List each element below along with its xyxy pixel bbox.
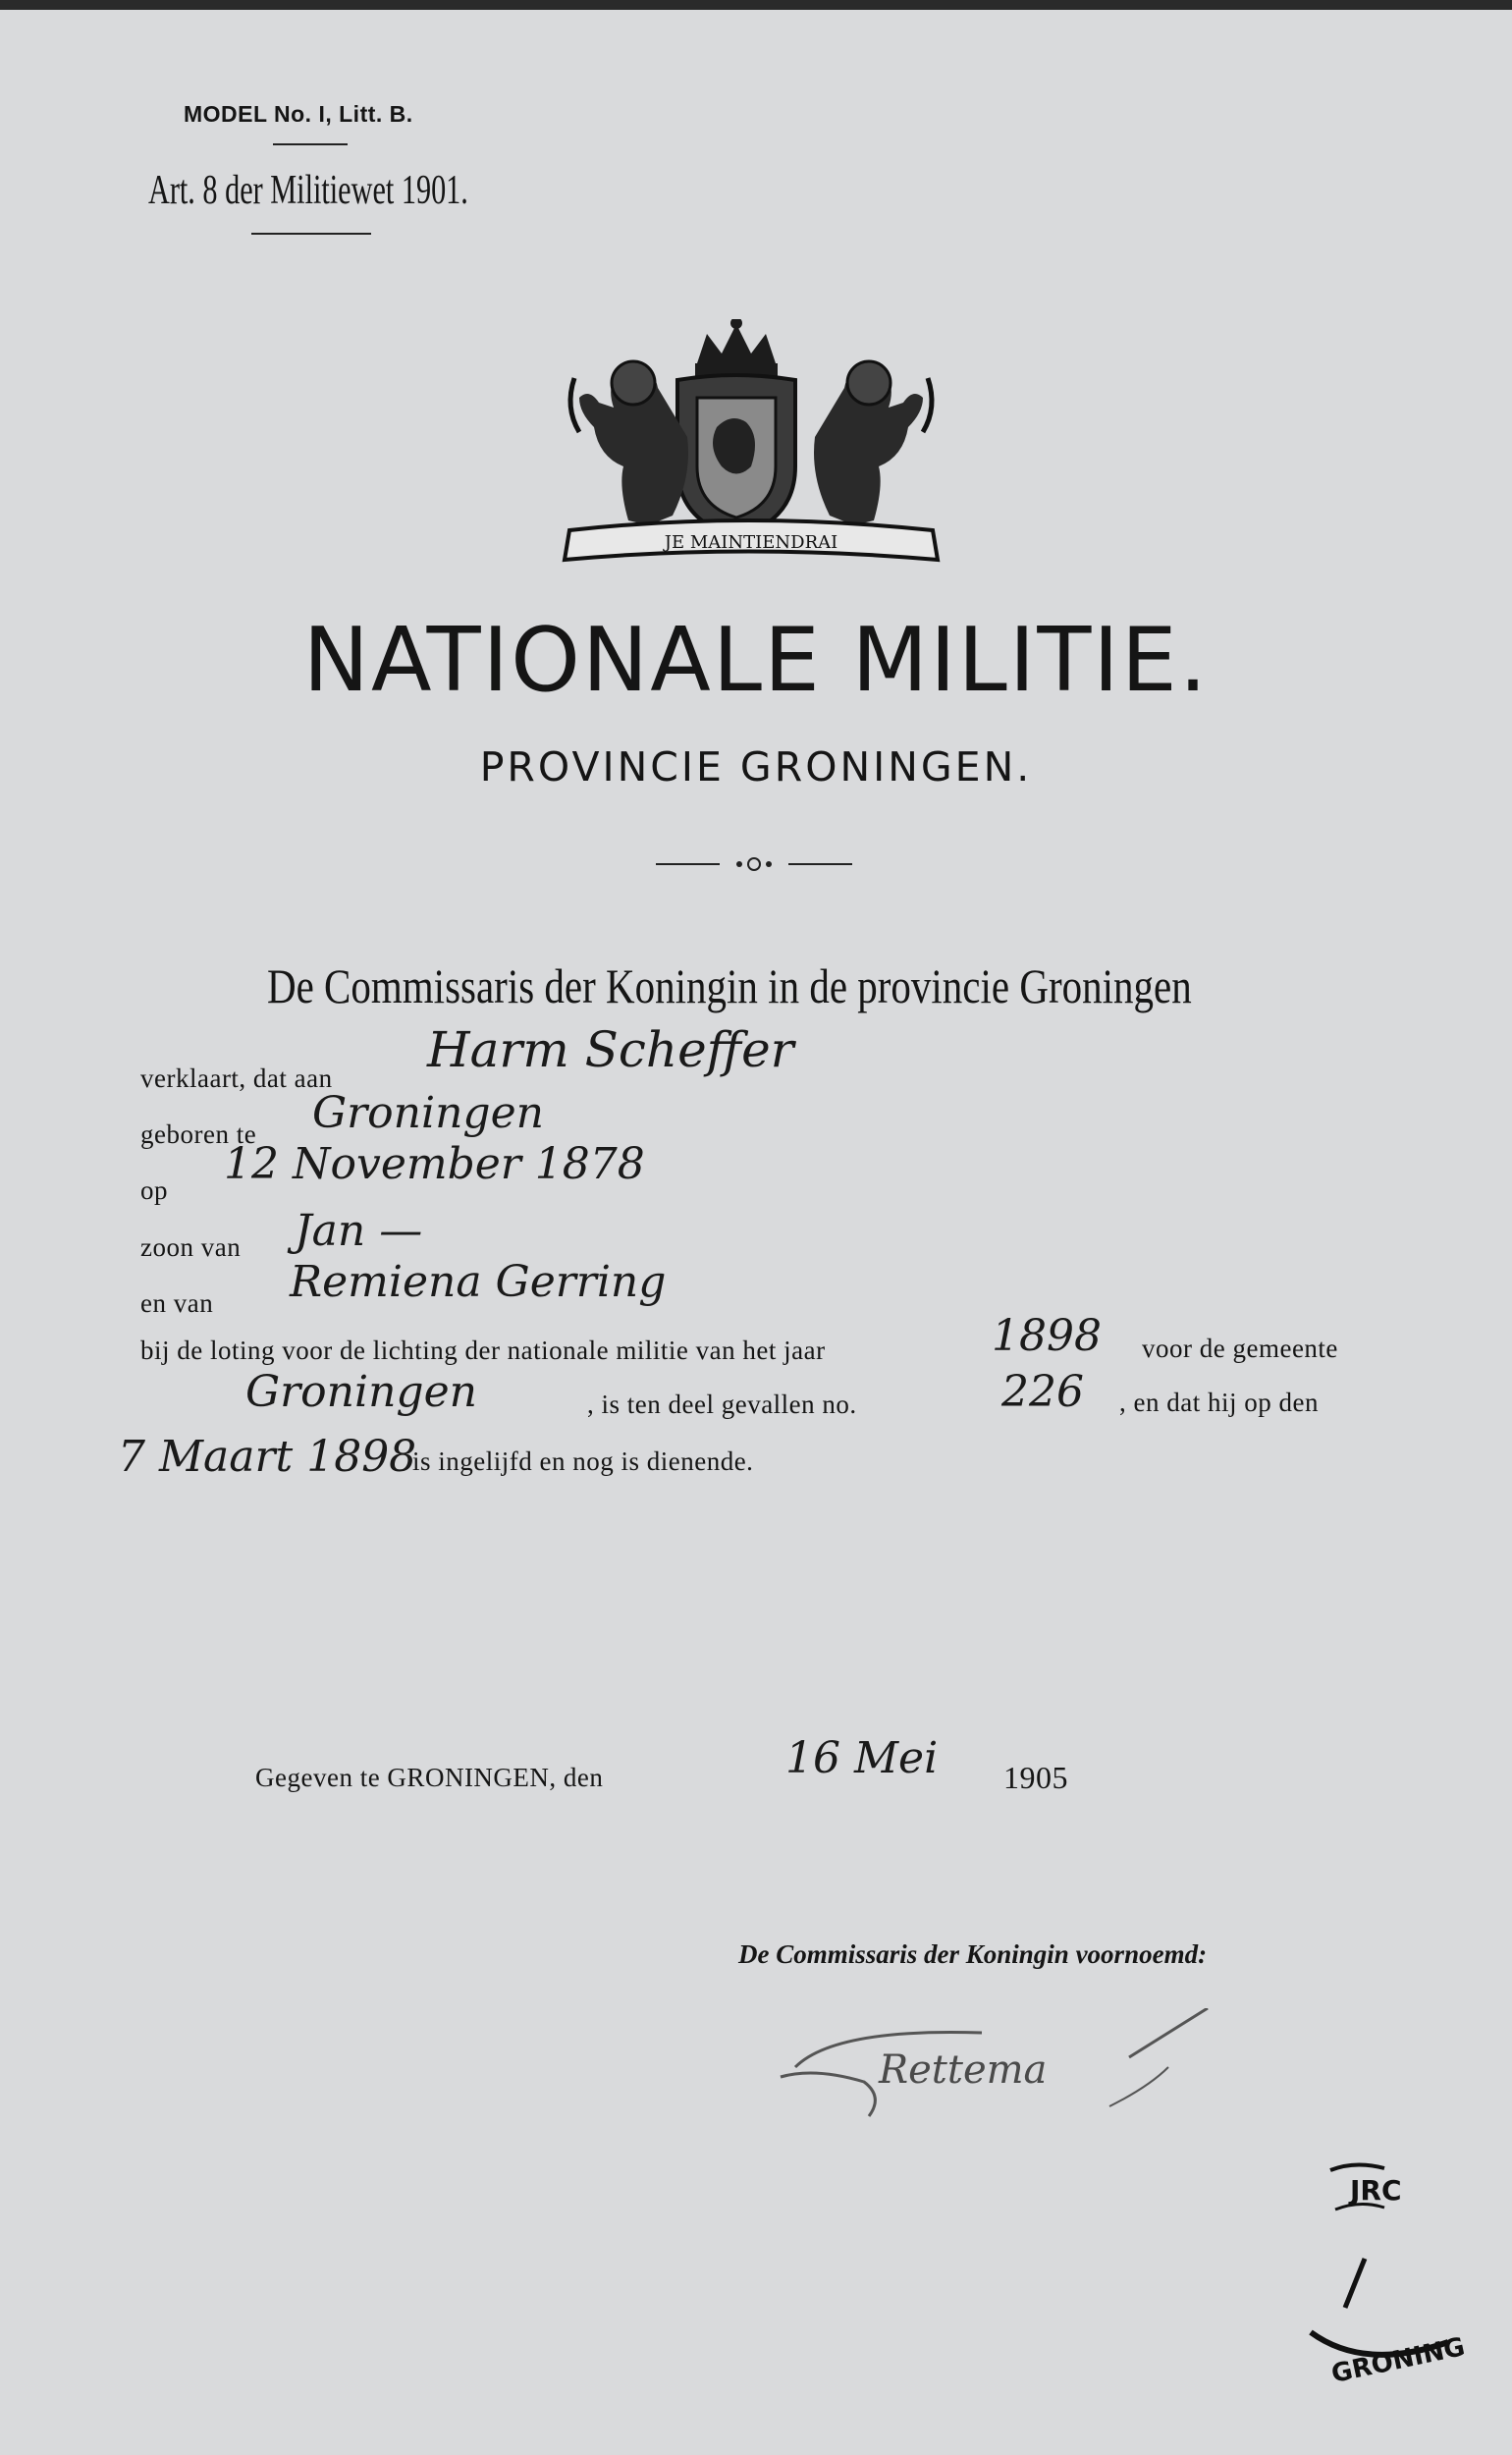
label-dat: , en dat hij op den xyxy=(1119,1388,1319,1417)
stamp-top-text: JRC xyxy=(1350,2174,1402,2207)
model-label: MODEL No. I, Litt. B. xyxy=(184,101,413,127)
handwritten-birthdate: 12 November 1878 xyxy=(224,1139,645,1189)
signature: Rettema xyxy=(879,2047,1048,2093)
document-subtitle: PROVINCIE GRONINGEN. xyxy=(479,743,1033,791)
label-op: op xyxy=(140,1175,168,1205)
label-voornoemd: De Commissaris der Koningin voornoemd: xyxy=(738,1939,1208,1969)
handwritten-ingelijfd-date: 7 Maart 1898 xyxy=(118,1432,417,1482)
divider xyxy=(273,143,348,145)
handwritten-mother: Remiena Gerring xyxy=(290,1257,667,1307)
stamp-bottom-text: GRONING xyxy=(1328,2332,1468,2390)
label-en-van: en van xyxy=(140,1288,214,1318)
printed-year: 1905 xyxy=(1003,1760,1068,1795)
label-gemeente: voor de gemeente xyxy=(1142,1334,1338,1363)
label-gegeven: Gegeven te GRONINGEN, den xyxy=(255,1763,604,1792)
top-edge-shadow xyxy=(0,0,1512,10)
article-label: Art. 8 der Militiewet 1901. xyxy=(148,168,468,213)
coat-of-arms-emblem xyxy=(560,319,943,578)
label-gevallen: , is ten deel gevallen no. xyxy=(587,1390,857,1419)
handwritten-birthplace: Groningen xyxy=(312,1088,544,1138)
commissaris-heading: De Commissaris der Koningin in de provincie Groningen xyxy=(267,958,1192,1013)
divider xyxy=(251,233,371,235)
handwritten-year: 1898 xyxy=(992,1311,1102,1361)
label-verklaart: verklaart, dat aan xyxy=(140,1064,333,1093)
label-geboren: geboren te xyxy=(140,1119,257,1149)
label-loting: bij de loting voor de lichting der nationale militie van het jaar xyxy=(140,1336,826,1365)
coat-motto: JE MAINTIENDRAI xyxy=(664,532,838,553)
label-ingelijfd: is ingelijfd en nog is dienende. xyxy=(412,1446,754,1476)
ornament-divider xyxy=(656,854,852,878)
handwritten-date: 16 Mei xyxy=(785,1733,939,1783)
handwritten-father: Jan — xyxy=(295,1206,423,1256)
handwritten-name: Harm Scheffer xyxy=(427,1021,794,1078)
handwritten-municipality: Groningen xyxy=(245,1367,477,1417)
circular-stamp xyxy=(1276,2160,1473,2400)
handwritten-number: 226 xyxy=(1001,1367,1084,1417)
document-title: NATIONALE MILITIE. xyxy=(302,609,1210,712)
label-zoon: zoon van xyxy=(140,1232,242,1262)
